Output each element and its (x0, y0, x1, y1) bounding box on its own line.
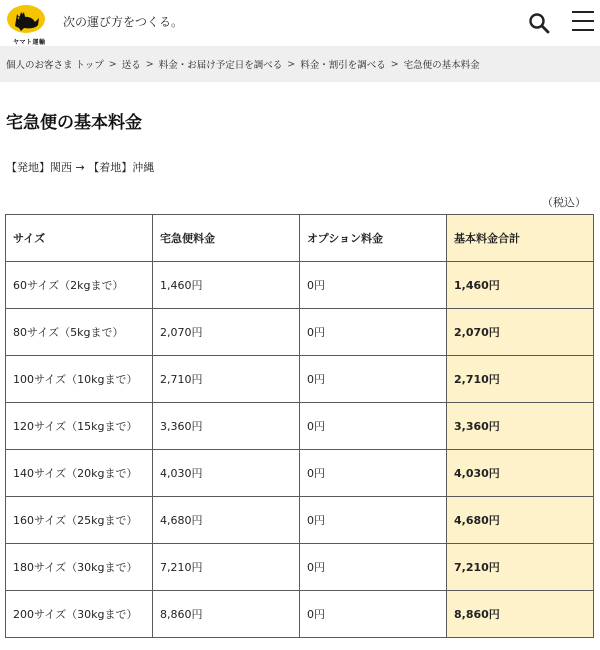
breadcrumb-current: 宅急便の基本料金 (403, 60, 480, 71)
tax-note: （税込） (542, 196, 586, 209)
breadcrumb-link-send[interactable]: 送る (121, 60, 141, 71)
cell-fee: 2,710円 (153, 356, 300, 403)
chevron-right-icon: > (287, 58, 296, 70)
cell-option: 0円 (300, 497, 447, 544)
cell-total: 2,070円 (447, 309, 594, 356)
cell-option: 0円 (300, 262, 447, 309)
cell-total: 3,360円 (447, 403, 594, 450)
page-title: 宅急便の基本料金 (6, 113, 142, 133)
hamburger-menu-icon (572, 20, 594, 22)
cell-fee: 4,030円 (153, 450, 300, 497)
rate-table (5, 214, 594, 638)
cell-total: 1,460円 (447, 262, 594, 309)
cell-total: 2,710円 (447, 356, 594, 403)
table-row (6, 403, 594, 450)
table-row (6, 450, 594, 497)
cell-size: 180サイズ（30kgまで） (6, 544, 153, 591)
cell-size: 100サイズ（10kgまで） (6, 356, 153, 403)
cell-fee: 7,210円 (153, 544, 300, 591)
cell-size: 60サイズ（2kgまで） (6, 262, 153, 309)
breadcrumb-link-rates-discounts[interactable]: 料金・割引を調べる (300, 60, 386, 71)
yamato-logo[interactable] (6, 4, 46, 44)
cell-total: 8,860円 (447, 591, 594, 638)
table-row (6, 262, 594, 309)
column-header-total: 基本料金合計 (447, 215, 594, 262)
cell-fee: 1,460円 (153, 262, 300, 309)
chevron-right-icon: > (145, 58, 154, 70)
cell-option: 0円 (300, 403, 447, 450)
cell-fee: 4,680円 (153, 497, 300, 544)
cell-size: 80サイズ（5kgまで） (6, 309, 153, 356)
cell-total: 7,210円 (447, 544, 594, 591)
table-row (6, 544, 594, 591)
hamburger-menu-icon (572, 11, 594, 13)
site-header (0, 0, 600, 46)
cell-total: 4,680円 (447, 497, 594, 544)
cell-option: 0円 (300, 591, 447, 638)
cell-fee: 3,360円 (153, 403, 300, 450)
table-header-row (6, 215, 594, 262)
menu-button[interactable] (572, 11, 594, 33)
hamburger-menu-icon (572, 29, 594, 31)
logo-text: ヤマト運輸 (13, 39, 46, 46)
column-header-takkyubin-fee: 宅急便料金 (153, 215, 300, 262)
column-header-option-fee: オプション料金 (300, 215, 447, 262)
table-row (6, 309, 594, 356)
cell-size: 200サイズ（30kgまで） (6, 591, 153, 638)
cell-fee: 2,070円 (153, 309, 300, 356)
chevron-right-icon: > (108, 58, 117, 70)
breadcrumb-link-personal-top[interactable]: 個人のお客さま トップ (6, 60, 104, 71)
table-row (6, 497, 594, 544)
cell-option: 0円 (300, 309, 447, 356)
table-row (6, 591, 594, 638)
cell-size: 120サイズ（15kgまで） (6, 403, 153, 450)
breadcrumb-link-rates-delivery[interactable]: 料金・お届け予定日を調べる (158, 60, 283, 71)
table-row (6, 356, 594, 403)
cell-option: 0円 (300, 356, 447, 403)
cell-option: 0円 (300, 450, 447, 497)
search-icon (528, 12, 550, 34)
black-cat-logo-icon (6, 4, 46, 38)
cell-fee: 8,860円 (153, 591, 300, 638)
route-info: 【発地】関西 → 【着地】沖縄 (6, 161, 155, 174)
cell-size: 140サイズ（20kgまで） (6, 450, 153, 497)
cell-option: 0円 (300, 544, 447, 591)
column-header-size: サイズ (6, 215, 153, 262)
chevron-right-icon: > (390, 58, 399, 70)
cell-total: 4,030円 (447, 450, 594, 497)
breadcrumb (0, 46, 600, 82)
search-button[interactable] (528, 12, 550, 34)
cell-size: 160サイズ（25kgまで） (6, 497, 153, 544)
tagline: 次の運び方をつくる。 (63, 15, 184, 29)
